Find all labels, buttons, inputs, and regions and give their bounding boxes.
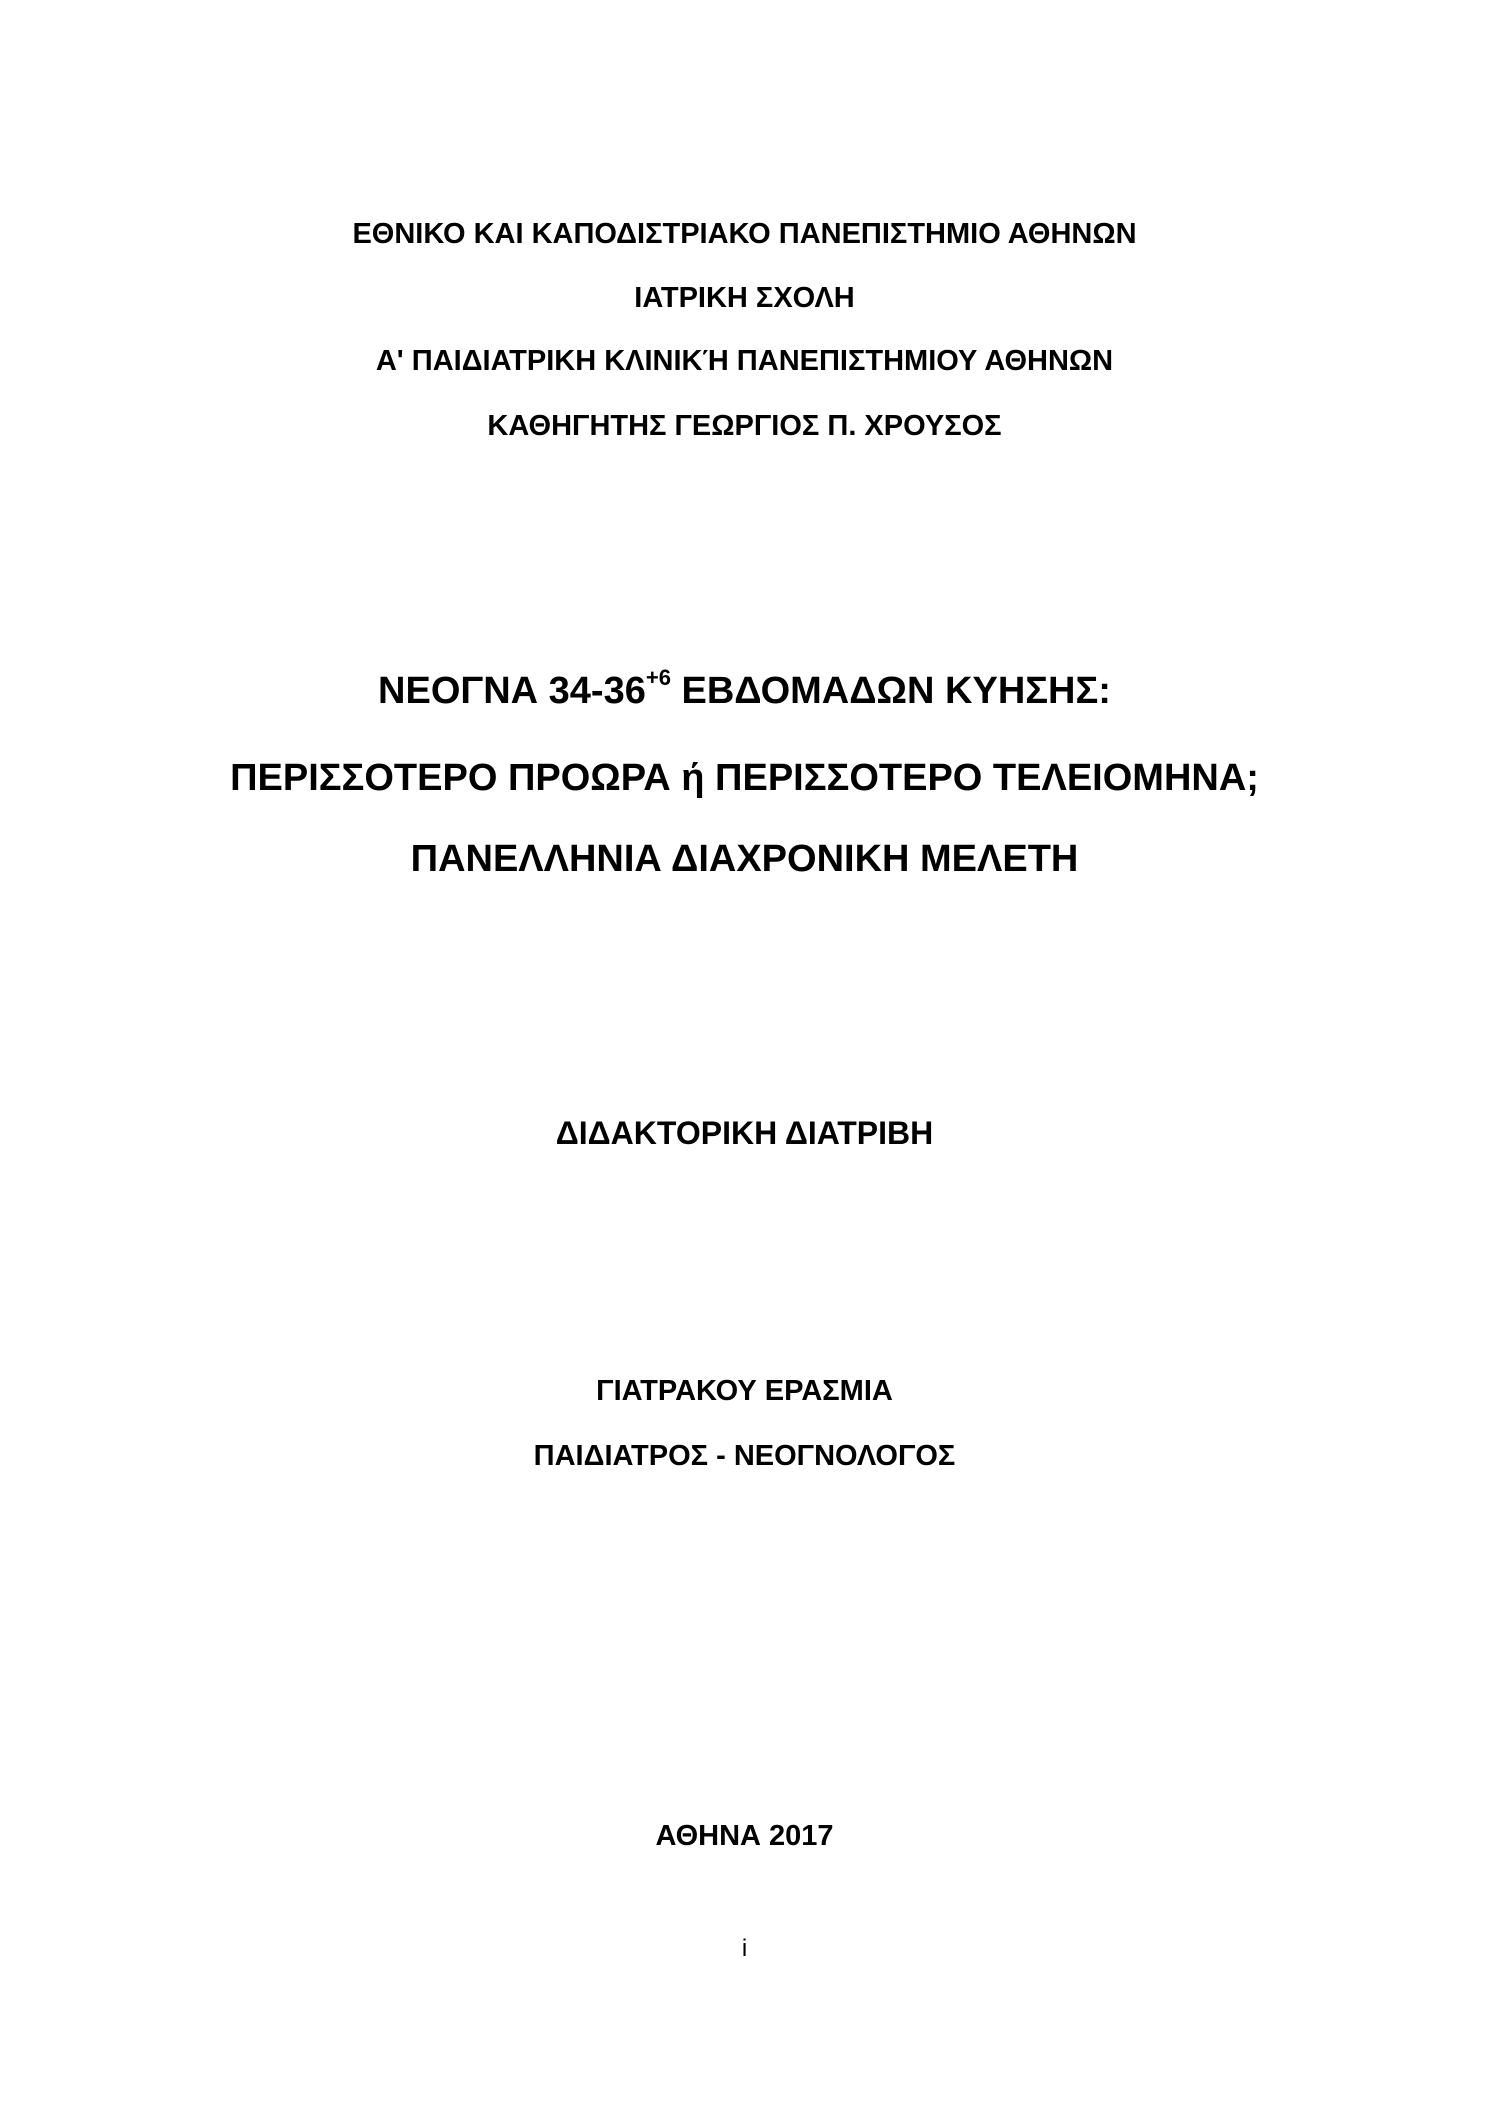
university-name: ΕΘΝΙΚΟ ΚΑΙ ΚΑΠΟΔΙΣΤΡΙΑΚΟ ΠΑΝΕΠΙΣΤΗΜΙΟ ΑΘΗΝΩΝ bbox=[352, 218, 1137, 250]
author-role: ΠΑΙΔΙΑΤΡΟΣ - ΝΕΟΓΝΟΛΟΓΟΣ bbox=[533, 1440, 956, 1472]
clinic-name: Α' ΠΑΙΔΙΑΤΡΙΚΗ ΚΛΙΝΙΚΉ ΠΑΝΕΠΙΣΤΗΜΙΟΥ ΑΘΗΝΩΝ bbox=[375, 345, 1114, 377]
thesis-title-line-1 bbox=[0, 665, 1489, 713]
title-suffix: ΕΒΔΟΜΑΔΩΝ ΚΥΗΣΗΣ: bbox=[670, 670, 1111, 712]
author-name: ΓΙΑΤΡΑΚΟΥ ΕΡΑΣΜΙΑ bbox=[596, 1375, 893, 1407]
place-year: ΑΘΗΝΑ 2017 bbox=[655, 1820, 834, 1852]
professor-name: ΚΑΘΗΓΗΤΗΣ ΓΕΩΡΓΙΟΣ Π. ΧΡΟΥΣΟΣ bbox=[487, 410, 1002, 442]
thesis-title-line-2: ΠΕΡΙΣΣΟΤΕΡΟ ΠΡΟΩΡΑ ή ΠΕΡΙΣΣΟΤΕΡΟ ΤΕΛΕΙΟΜΗΝΑ; bbox=[230, 757, 1259, 799]
page-number: i bbox=[741, 1935, 748, 1962]
title-prefix: ΝΕΟΓΝΑ 34-36 bbox=[378, 670, 646, 712]
title-superscript: +6 bbox=[645, 665, 671, 691]
document-type: ΔΙΔΑΚΤΟΡΙΚΗ ΔΙΑΤΡΙΒΗ bbox=[555, 1115, 934, 1151]
school-name: ΙΑΤΡΙΚΗ ΣΧΟΛΗ bbox=[634, 282, 855, 314]
thesis-title-line-3: ΠΑΝΕΛΛΗΝΙΑ ΔΙΑΧΡΟΝΙΚΗ ΜΕΛΕΤΗ bbox=[410, 838, 1079, 880]
